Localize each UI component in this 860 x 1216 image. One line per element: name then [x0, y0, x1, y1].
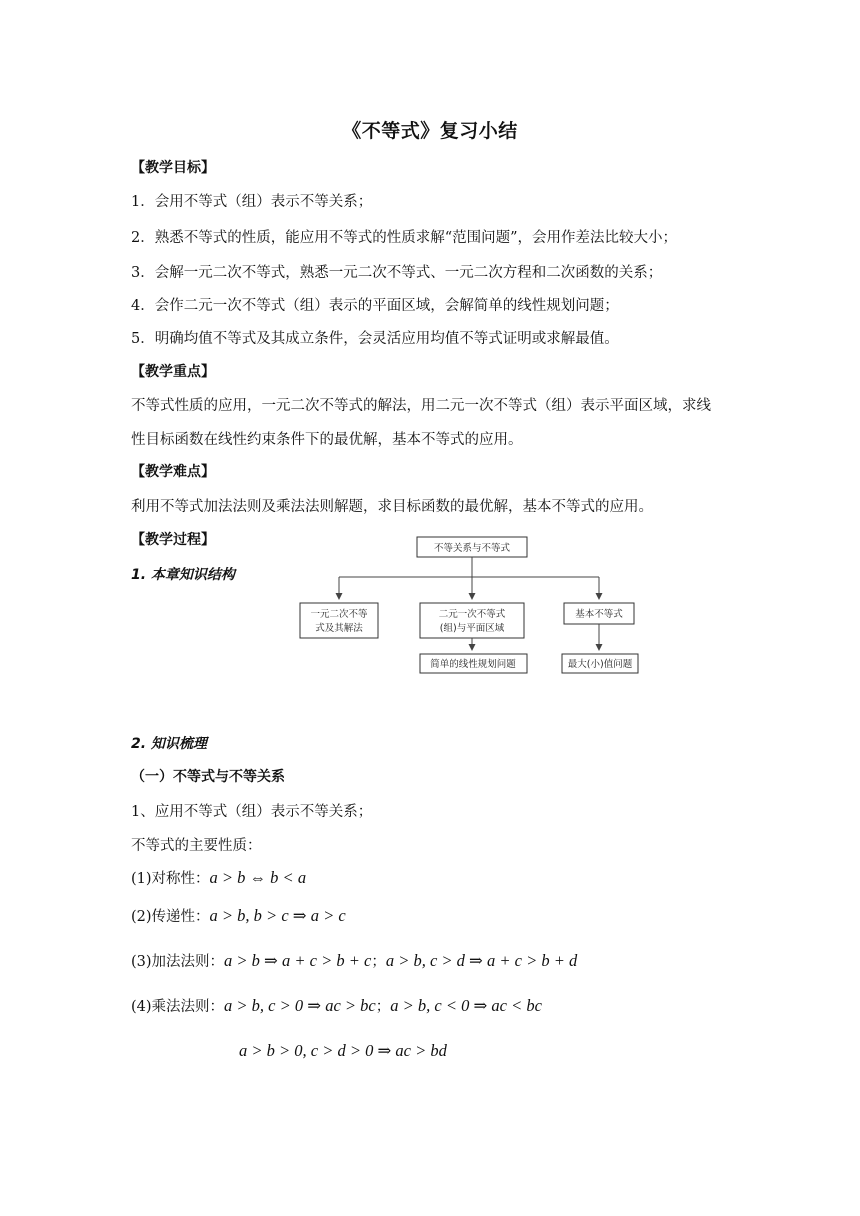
objective-item: 4．会作二元一次不等式（组）表示的平面区域，会解简单的线性规划问题； [131, 298, 619, 314]
diagram-left-label: 一元二次不等 [310, 609, 368, 620]
objective-item: 1．会用不等式（组）表示不等关系； [131, 194, 373, 210]
key-points-text: 性目标函数在线性约束条件下的最优解，基本不等式的应用。 [131, 432, 523, 448]
diagram-root-label: 不等关系与不等式 [433, 543, 511, 554]
property-multiplication [131, 995, 542, 1016]
difficulties-heading: 【教学难点】 [131, 464, 215, 480]
difficulties-text: 利用不等式加法法则及乘法法则解题，求目标函数的最优解，基本不等式的应用。 [131, 499, 653, 515]
subsection-inequality-relations: （一）不等式与不等关系 [131, 769, 285, 785]
knowledge-structure-diagram [283, 528, 663, 678]
formula: a > b > 0, c > d > 0 ⇒ ac > bd [239, 1041, 447, 1060]
objective-item: 2．熟悉不等式的性质，能应用不等式的性质求解“范围问题”，会用作差法比较大小； [131, 230, 678, 246]
property-addition [131, 950, 577, 971]
formula: a > b ⇒ a + c > b + c [224, 951, 372, 970]
formula: a > b, b > c ⇒ a > c [209, 906, 346, 925]
diagram-left-label: 式及其解法 [315, 623, 363, 634]
property-transitivity [131, 905, 346, 926]
key-points-text: 不等式性质的应用，一元二次不等式的解法，用二元一次不等式（组）表示平面区域，求线 [131, 398, 711, 414]
formula: a > b, c > 0 ⇒ ac > bc [224, 996, 376, 1015]
objectives-heading: 【教学目标】 [131, 160, 215, 176]
body-text: 1、应用不等式（组）表示不等关系； [131, 804, 373, 820]
formula: a > b, c > d ⇒ a + c > b + d [385, 951, 578, 970]
diagram-middle-child-label: 简单的线性规划问题 [430, 659, 516, 670]
formula: a > b ⇔ b < a [209, 868, 307, 887]
diagram-right-child-label: 最大(小)值问题 [567, 659, 633, 670]
diagram-right-label: 基本不等式 [575, 609, 623, 620]
body-text: 不等式的主要性质： [131, 838, 262, 854]
section-knowledge-structure: 1. 本章知识结构 [131, 567, 235, 583]
section-knowledge-review: 2. 知识梳理 [131, 736, 207, 752]
separator: ； [375, 999, 391, 1015]
property-label: (4)乘法法则： [131, 999, 225, 1015]
property-label: (1)对称性： [131, 871, 210, 887]
property-symmetry [131, 867, 306, 888]
diagram-middle-label: 二元一次不等式 [438, 609, 506, 620]
property-label: (2)传递性： [131, 909, 210, 925]
diagram-middle-label: (组)与平面区域 [439, 623, 505, 634]
key-points-heading: 【教学重点】 [131, 364, 215, 380]
document-title: 《不等式》复习小结 [342, 120, 518, 142]
process-heading: 【教学过程】 [131, 532, 215, 548]
objective-item: 3．会解一元二次不等式，熟悉一元二次不等式、一元二次方程和二次函数的关系； [131, 265, 663, 281]
formula: a > b, c < 0 ⇒ ac < bc [390, 996, 542, 1015]
property-label: (3)加法法则： [131, 954, 225, 970]
separator: ； [371, 954, 386, 970]
property-multiplication-extra [239, 1041, 447, 1061]
objective-item: 5．明确均值不等式及其成立条件，会灵活应用均值不等式证明或求解最值。 [131, 331, 619, 347]
